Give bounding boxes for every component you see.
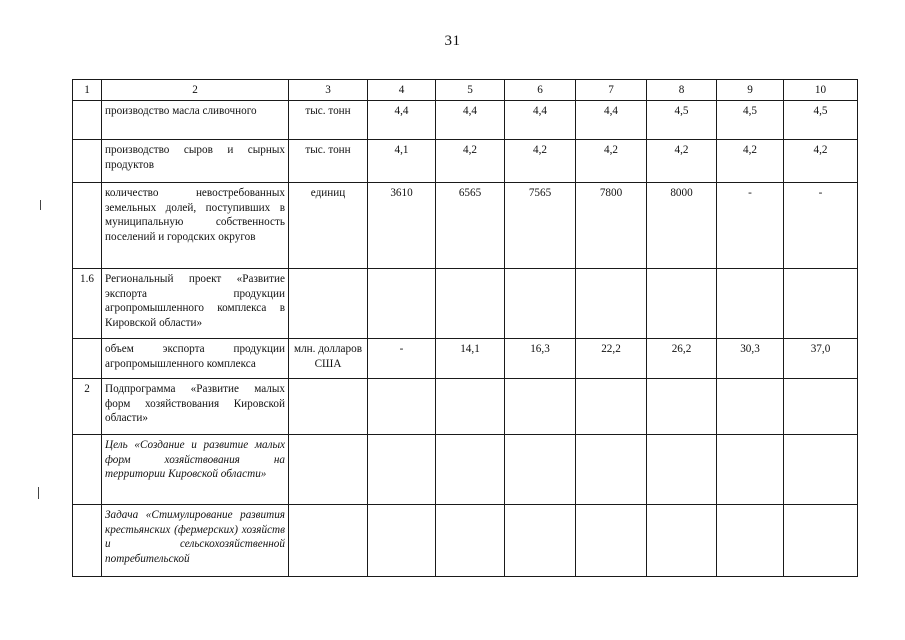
value-cell: 4,2 — [784, 140, 858, 183]
value-cell — [368, 435, 436, 505]
value-cell — [647, 505, 717, 577]
value-cell — [647, 435, 717, 505]
value-cell: 7800 — [576, 183, 647, 269]
indicators-table — [72, 79, 858, 577]
value-cell: 3610 — [368, 183, 436, 269]
table-row — [73, 379, 858, 435]
value-cell: 14,1 — [436, 339, 505, 379]
value-cell — [717, 379, 784, 435]
value-cell: 22,2 — [576, 339, 647, 379]
value-cell — [647, 269, 717, 339]
value-cell — [784, 505, 858, 577]
scan-artifact — [38, 487, 39, 499]
value-cell: 4,2 — [505, 140, 576, 183]
column-header: 5 — [436, 80, 505, 101]
value-cell — [717, 505, 784, 577]
value-cell: 4,4 — [368, 101, 436, 140]
column-header: 1 — [73, 80, 102, 101]
unit-cell — [289, 505, 368, 577]
value-cell — [436, 505, 505, 577]
value-cell — [647, 379, 717, 435]
value-cell: 26,2 — [647, 339, 717, 379]
value-cell — [576, 269, 647, 339]
column-header: 10 — [784, 80, 858, 101]
row-number-cell — [73, 140, 102, 183]
column-header: 9 — [717, 80, 784, 101]
table-body — [73, 80, 858, 577]
value-cell: - — [368, 339, 436, 379]
column-header: 3 — [289, 80, 368, 101]
row-number-cell — [73, 101, 102, 140]
unit-cell: тыс. тонн — [289, 101, 368, 140]
value-cell: 30,3 — [717, 339, 784, 379]
value-cell — [368, 269, 436, 339]
table-row — [73, 269, 858, 339]
value-cell: 4,2 — [576, 140, 647, 183]
table-row — [73, 183, 858, 269]
value-cell: 4,1 — [368, 140, 436, 183]
row-number-cell — [73, 339, 102, 379]
indicator-description-cell: Цель «Создание и развитие малых форм хозяйствования на территории Кировской области» — [102, 435, 289, 505]
value-cell: 4,5 — [784, 101, 858, 140]
value-cell: 4,2 — [717, 140, 784, 183]
indicator-description-cell: Региональный проект «Развитие экспорта продукции агропромышленного комплекса в Кировской области» — [102, 269, 289, 339]
value-cell — [505, 435, 576, 505]
page-number: 31 — [444, 33, 461, 49]
value-cell — [436, 435, 505, 505]
value-cell — [505, 505, 576, 577]
indicator-description-cell: объем экспорта продукции агропромышленного комплекса — [102, 339, 289, 379]
value-cell — [717, 435, 784, 505]
value-cell: 6565 — [436, 183, 505, 269]
value-cell: 4,4 — [576, 101, 647, 140]
value-cell: 8000 — [647, 183, 717, 269]
value-cell — [436, 379, 505, 435]
value-cell: 37,0 — [784, 339, 858, 379]
column-header: 7 — [576, 80, 647, 101]
value-cell: 4,2 — [436, 140, 505, 183]
column-header: 6 — [505, 80, 576, 101]
value-cell — [505, 379, 576, 435]
value-cell — [784, 379, 858, 435]
unit-cell: млн. долларов США — [289, 339, 368, 379]
table-row — [73, 339, 858, 379]
column-header: 8 — [647, 80, 717, 101]
indicator-description-cell: производство сыров и сырных продуктов — [102, 140, 289, 183]
row-number-cell — [73, 183, 102, 269]
value-cell: 4,5 — [647, 101, 717, 140]
table-header-row — [73, 80, 858, 101]
value-cell: 4,2 — [647, 140, 717, 183]
table-row — [73, 140, 858, 183]
value-cell: 4,4 — [505, 101, 576, 140]
value-cell: 4,5 — [717, 101, 784, 140]
unit-cell — [289, 379, 368, 435]
value-cell: 7565 — [505, 183, 576, 269]
value-cell — [368, 505, 436, 577]
unit-cell: тыс. тонн — [289, 140, 368, 183]
value-cell: 4,4 — [436, 101, 505, 140]
value-cell: - — [717, 183, 784, 269]
unit-cell — [289, 269, 368, 339]
indicator-description-cell: количество невостребованных земельных долей, поступивших в муниципальную собственность поселений и городских округов — [102, 183, 289, 269]
column-header: 2 — [102, 80, 289, 101]
value-cell — [576, 379, 647, 435]
value-cell — [576, 505, 647, 577]
table-row — [73, 435, 858, 505]
unit-cell — [289, 435, 368, 505]
value-cell: 16,3 — [505, 339, 576, 379]
table-row — [73, 505, 858, 577]
value-cell — [784, 269, 858, 339]
value-cell — [784, 435, 858, 505]
value-cell — [576, 435, 647, 505]
value-cell: - — [784, 183, 858, 269]
value-cell — [436, 269, 505, 339]
indicator-description-cell: Подпрограмма «Развитие малых форм хозяйствования Кировской области» — [102, 379, 289, 435]
scan-artifact — [40, 200, 41, 210]
table-row — [73, 101, 858, 140]
unit-cell: единиц — [289, 183, 368, 269]
value-cell — [717, 269, 784, 339]
indicator-description-cell: Задача «Стимулирование развития крестьянских (фермерских) хозяйств и сельскохозяйственной потребительской — [102, 505, 289, 577]
column-header: 4 — [368, 80, 436, 101]
value-cell — [505, 269, 576, 339]
row-number-cell: 2 — [73, 379, 102, 435]
row-number-cell — [73, 435, 102, 505]
indicator-description-cell: производство масла сливочного — [102, 101, 289, 140]
row-number-cell: 1.6 — [73, 269, 102, 339]
value-cell — [368, 379, 436, 435]
row-number-cell — [73, 505, 102, 577]
